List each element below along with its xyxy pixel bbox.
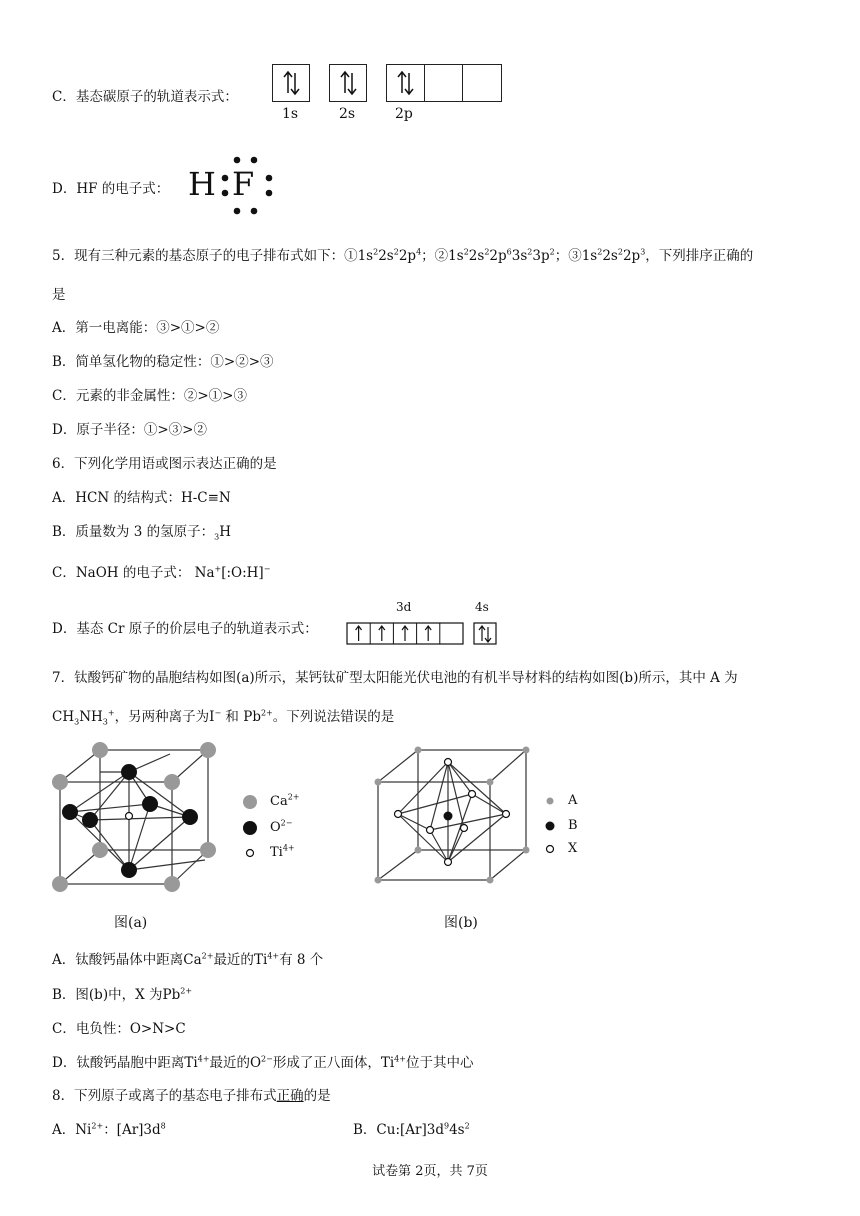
paired-arrows-icon xyxy=(273,65,309,101)
q4-option-d: D．HF 的电子式： xyxy=(52,181,170,197)
orbital-label-3d: 3d xyxy=(396,600,412,614)
q6-option-d: D．基态 Cr 原子的价层电子的轨道表示式： xyxy=(52,621,318,637)
orbital-label-2s: 2s xyxy=(339,106,356,122)
q7-option-a: A．钛酸钙晶体中距离$Ca^{2+}$最近的$Ti^{4+}$有 8 个 xyxy=(52,951,324,968)
orbital-box-2p-2 xyxy=(424,64,464,102)
q5-option-c: C．元素的非金属性：②>①>③ xyxy=(52,388,247,404)
q5-stem-line2: 是 xyxy=(52,287,66,303)
orbital-label-4s: 4s xyxy=(475,600,489,614)
legend-a-o: $O^{2-}$ xyxy=(270,818,293,835)
legend-a-ti: $Ti^{4+}$ xyxy=(270,843,295,860)
q4-option-c: C．基态碳原子的轨道表示式： xyxy=(52,89,238,105)
legend-b-a: A xyxy=(568,793,578,808)
orbital-box-2p-1 xyxy=(386,64,426,102)
figure-a-perovskite-cell xyxy=(40,742,330,938)
q6-stem: 6．下列化学用语或图示表达正确的是 xyxy=(52,456,277,472)
q7-option-b: B．图(b)中，X 为$Pb^{2+}$ xyxy=(52,986,193,1003)
legend-b-x: X xyxy=(568,841,578,856)
q5-stem: 5．现有三种元素的基态原子的电子排布式如下：$①1s^22s^22p^4$；$②1s^22s^22p^63s^23p^2$；$③1s^22s^22p^3$，下列排序正确的 xyxy=(52,247,754,264)
q8-option-b: B．$Cu:[Ar]3d^94s^2$ xyxy=(353,1121,470,1138)
q5-option-d: D．原子半径：①>③>② xyxy=(52,422,207,438)
hydrogen-symbol: H xyxy=(188,165,216,203)
paired-arrows-icon xyxy=(330,65,366,101)
q7-option-c: C．电负性：O>N>C xyxy=(52,1021,186,1037)
orbital-box-1s xyxy=(272,64,310,102)
paired-arrows-icon xyxy=(387,65,425,101)
q6-option-a: A．HCN 的结构式：H-C≡N xyxy=(52,490,231,506)
figure-b-perovskite-cell xyxy=(364,742,604,938)
q6-option-b: B．质量数为 3 的氢原子：$_3$H xyxy=(52,524,231,542)
legend-b-b: B xyxy=(568,818,578,833)
orbital-label-2p: 2p xyxy=(395,106,413,122)
q5-option-a: A．第一电离能：③>①>② xyxy=(52,320,220,336)
q8-option-a: A．$Ni^{2+}$：$[Ar]3d^8$ xyxy=(52,1121,166,1138)
q5-option-b: B．简单氢化物的稳定性：①>②>③ xyxy=(52,354,274,370)
orbital-box-2p-3 xyxy=(462,64,502,102)
q7-stem-line2: $CH_3NH_3^+$，另两种离子为I− 和 $Pb^{2+}$。下列说法错误的是 xyxy=(52,708,395,727)
page-footer: 试卷第 2页，共 7页 xyxy=(372,1164,488,1179)
q7-stem-line1: 7．钛酸钙矿物的晶胞结构如图(a)所示，某钙钛矿型太阳能光伏电池的有机半导材料的结构如图(b)所示，其中 A 为 xyxy=(52,670,738,686)
hf-lewis-structure xyxy=(188,156,278,216)
q6-option-c: C．NaOH 的电子式： Na+[:O:H]− xyxy=(52,564,271,581)
electron-dots-icon xyxy=(188,156,278,216)
up-arrows-icon xyxy=(346,620,498,646)
q7-option-d: D．钛酸钙晶胞中距离$Ti^{4+}$最近的$O^{2-}$形成了正八面体，$Ti^{4+}$位于其中心 xyxy=(52,1054,474,1071)
orbital-label-1s: 1s xyxy=(282,106,299,122)
orbital-box-2s xyxy=(329,64,367,102)
figure-a-caption: 图(a) xyxy=(114,915,148,931)
q8-stem: 8．下列原子或离子的基态电子排布式正确的是 xyxy=(52,1088,331,1104)
fluorine-symbol: F xyxy=(232,165,255,203)
figure-b-caption: 图(b) xyxy=(444,915,478,931)
legend-a-ca: $Ca^{2+}$ xyxy=(270,792,300,809)
